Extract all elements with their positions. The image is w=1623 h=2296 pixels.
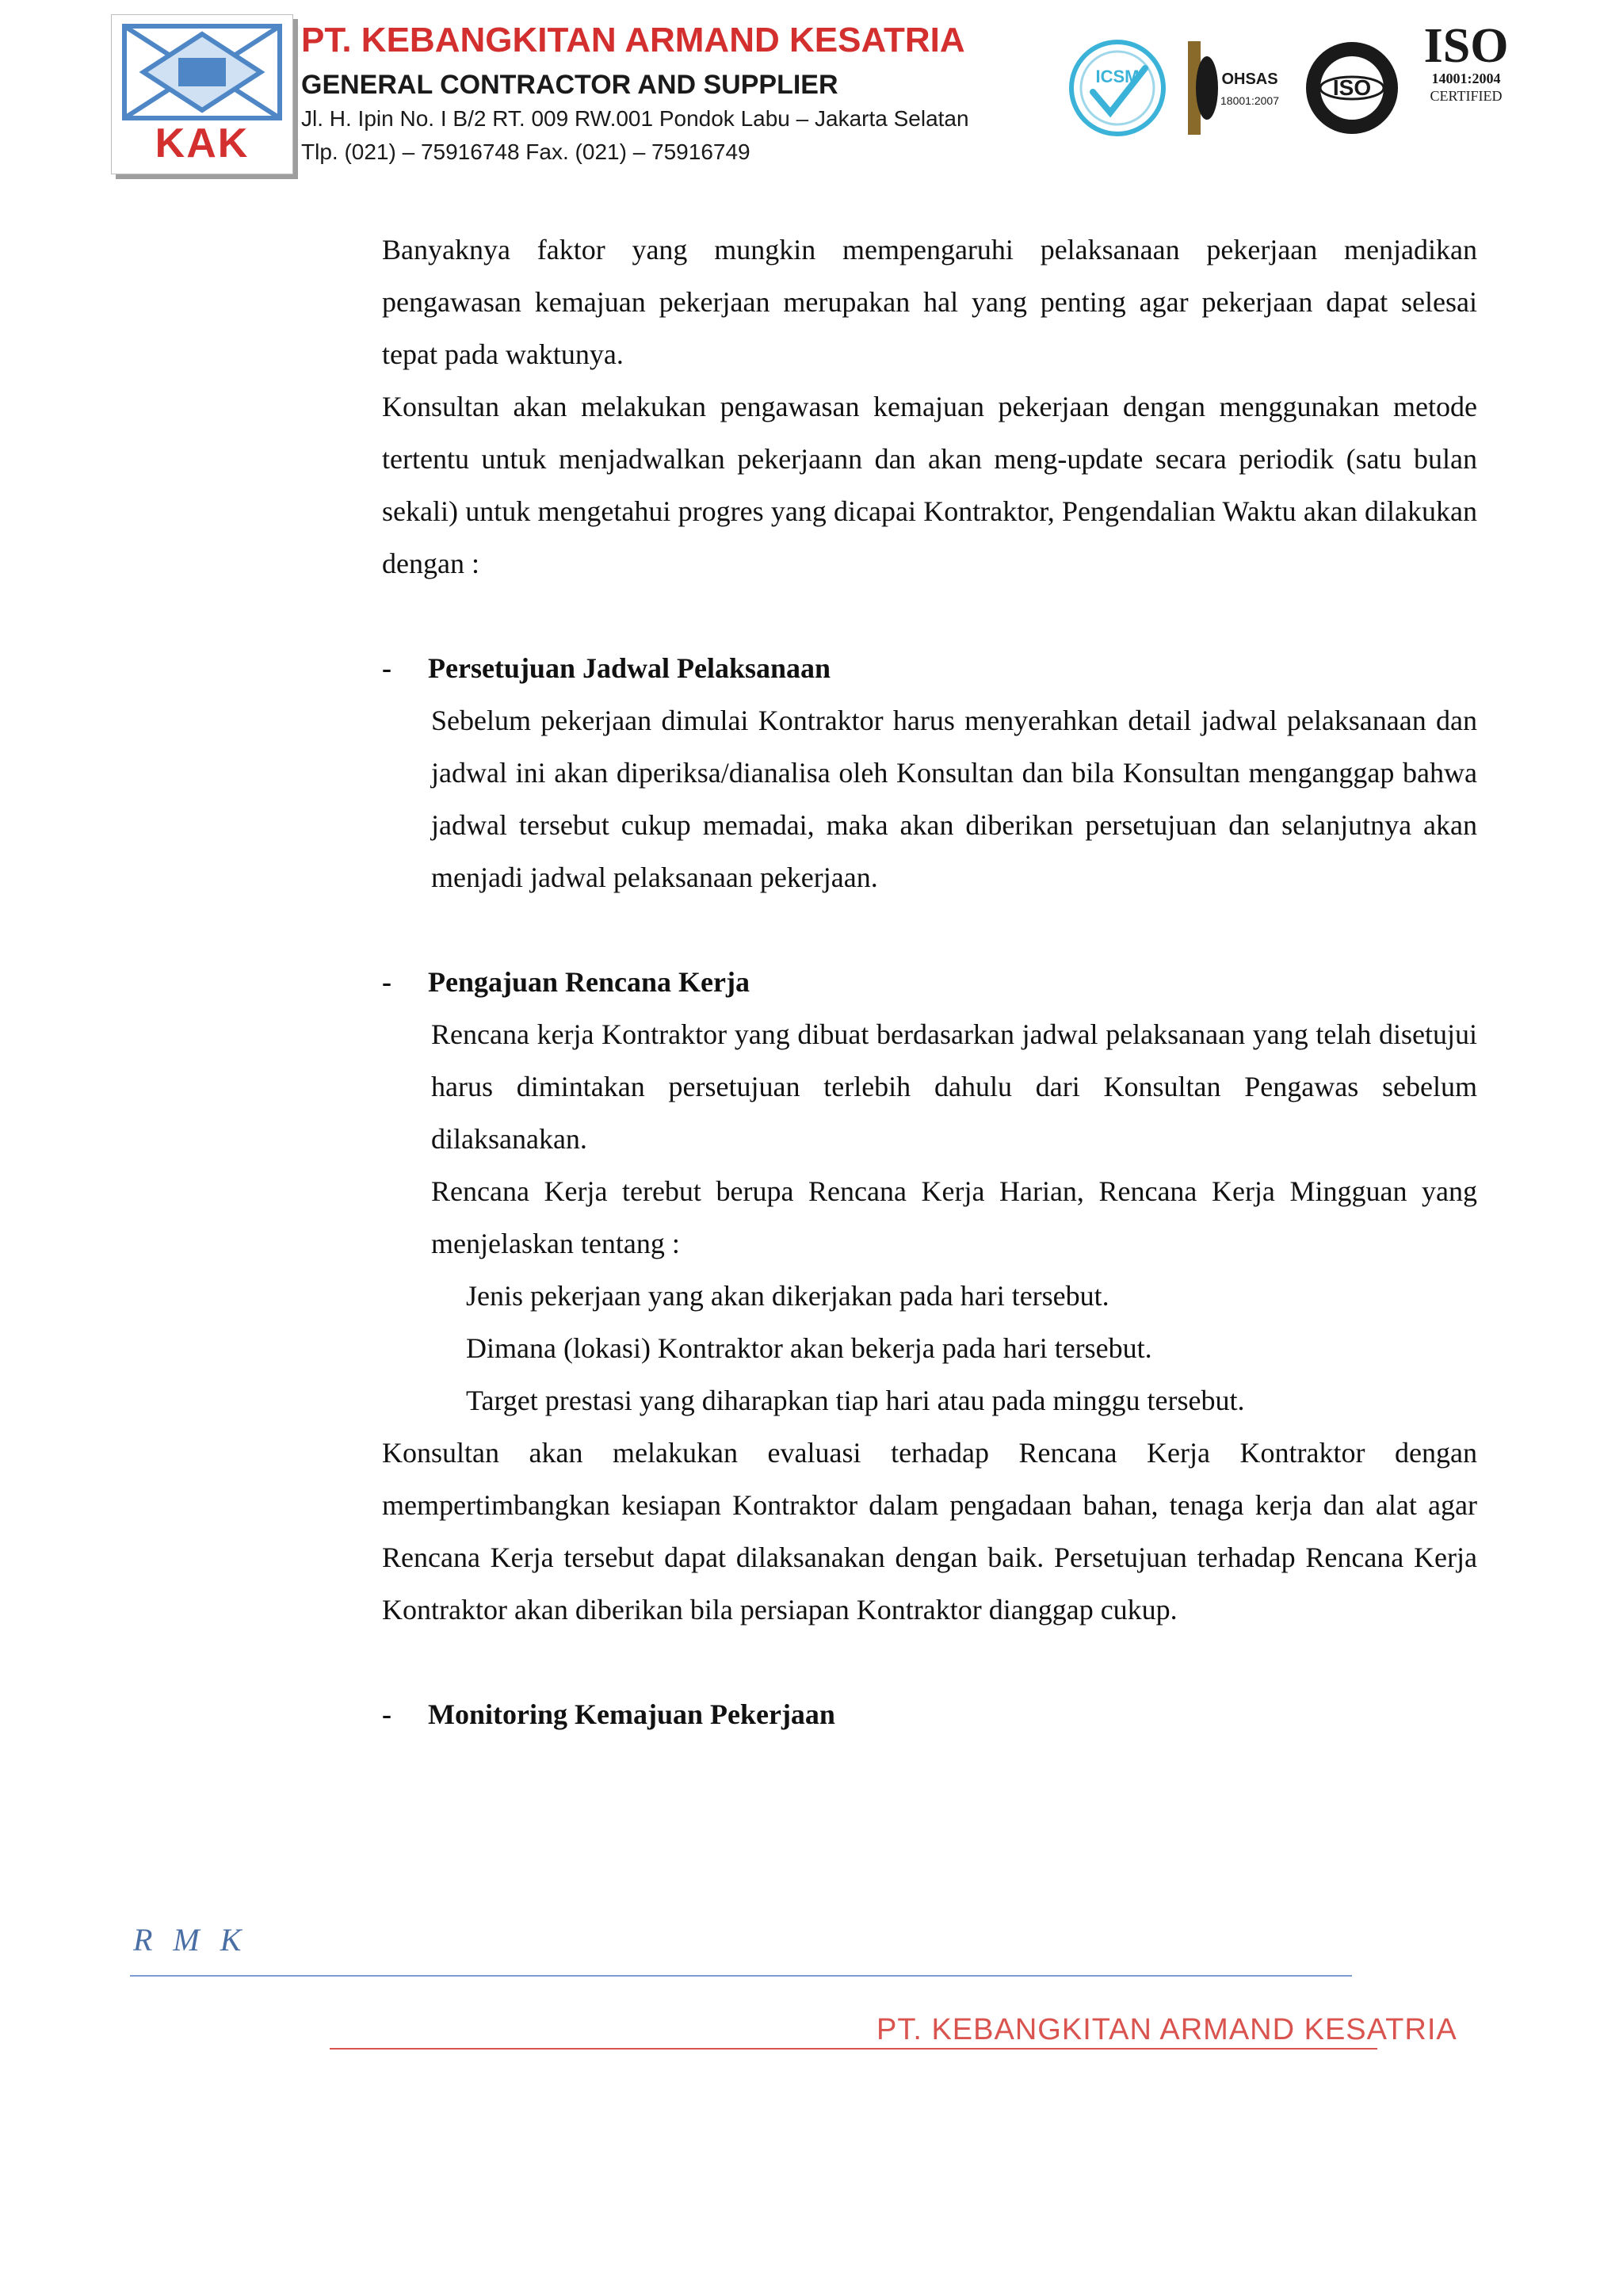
iso-big-label: ISO (1423, 19, 1509, 73)
section-title: Pengajuan Rencana Kerja (428, 966, 750, 998)
footer-initials: R M K (133, 1922, 248, 1958)
section-2-paragraph-2: Rencana Kerja terebut berupa Rencana Kerja Harian, Rencana Kerja Mingguan yang menjelaskan tentang : (431, 1175, 1477, 1259)
list-item: Dimana (lokasi) Kontraktor akan bekerja pada hari tersebut. (466, 1332, 1152, 1364)
iso-globe-badge-icon (1300, 36, 1403, 139)
section-2-paragraph-3: Konsultan akan melakukan evaluasi terhadap Rencana Kerja Kontraktor dengan mempertimbangkan kesiapan Kontraktor dalam pengadaan bahan, tenaga kerja dan alat agar Rencana Kerja tersebut dapat dilaksanakan dengan baik. Persetujuan terhadap Rencana Kerja Kontraktor akan diberikan bila persiapan Kontraktor dianggap cukup. (382, 1437, 1477, 1626)
company-phone: Tlp. (021) – 75916748 Fax. (021) – 75916749 (301, 139, 750, 164)
intro-paragraph-2: Konsultan akan melakukan pengawasan kemajuan pekerjaan dengan menggunakan metode tertentu untuk menjadwalkan pekerjaann dan akan meng-update secara periodik (satu bulan sekali) untuk mengetahui progres yang dicapai Kontraktor, Pengendalian Waktu akan dilakukan dengan : (382, 391, 1477, 579)
company-logo (111, 14, 293, 174)
company-name: PT. KEBANGKITAN ARMAND KESATRIA (301, 21, 965, 59)
footer-red-divider (330, 2048, 1377, 2050)
section-heading-rencana-kerja (382, 956, 1477, 1008)
svg-text:18001:2007: 18001:2007 (1220, 94, 1279, 107)
bullet-dash: - (382, 966, 391, 998)
list-item: Jenis pekerjaan yang akan dikerjakan pada hari tersebut. (466, 1280, 1109, 1312)
ohsas-badge-icon (1186, 38, 1289, 138)
intro-paragraph-1: Banyaknya faktor yang mungkin mempengaruhi pelaksanaan pekerjaan menjadikan pengawasan kemajuan pekerjaan merupakan hal yang penting agar pekerjaan dapat selesai tepat pada waktunya. (382, 234, 1477, 370)
svg-text:OHSAS: OHSAS (1221, 71, 1278, 88)
letterhead (111, 14, 1509, 181)
list-item: Target prestasi yang diharapkan tiap hari atau pada minggu tersebut. (466, 1385, 1245, 1416)
company-address: Jl. H. Ipin No. I B/2 RT. 009 RW.001 Pondok Labu – Jakarta Selatan (301, 106, 969, 131)
section-title: Persetujuan Jadwal Pelaksanaan (428, 652, 831, 684)
iso-number: 14001:2004 (1431, 71, 1501, 86)
section-heading-monitoring (382, 1688, 1477, 1740)
certification-badges (1066, 19, 1510, 141)
svg-text:ISO: ISO (1332, 75, 1372, 100)
section-2-paragraph-1: Rencana kerja Kontraktor yang dibuat berdasarkan jadwal pelaksanaan yang telah disetujui harus dimintakan persetujuan terlebih dahulu dari Konsultan Pengawas sebelum dilaksanakan. (431, 1018, 1477, 1155)
bullet-dash: - (382, 652, 391, 684)
kak-logo-icon (121, 23, 283, 121)
section-heading-jadwal (382, 642, 1477, 694)
company-subtitle: GENERAL CONTRACTOR AND SUPPLIER (301, 70, 838, 100)
footer-company-name: PT. KEBANGKITAN ARMAND KESATRIA (876, 2013, 1457, 2046)
logo-text: KAK (155, 120, 250, 166)
icsm-badge-icon (1066, 36, 1169, 139)
iso-certified-label: CERTIFIED (1430, 88, 1503, 104)
section-title: Monitoring Kemajuan Pekerjaan (428, 1698, 835, 1730)
svg-text:ICSM: ICSM (1095, 67, 1140, 86)
section-1-paragraph: Sebelum pekerjaan dimulai Kontraktor harus menyerahkan detail jadwal pelaksanaan dan jadwal ini akan diperiksa/dianalisa oleh Konsultan dan bila Konsultan menganggap bahwa jadwal tersebut cukup memadai, maka akan diberikan persetujuan dan selanjutnya akan menjadi jadwal pelaksanaan pekerjaan. (431, 705, 1477, 893)
footer-blue-divider (130, 1975, 1352, 1977)
iso-certified-badge (1423, 19, 1510, 105)
bullet-dash: - (382, 1698, 391, 1730)
document-body (382, 223, 1477, 1740)
